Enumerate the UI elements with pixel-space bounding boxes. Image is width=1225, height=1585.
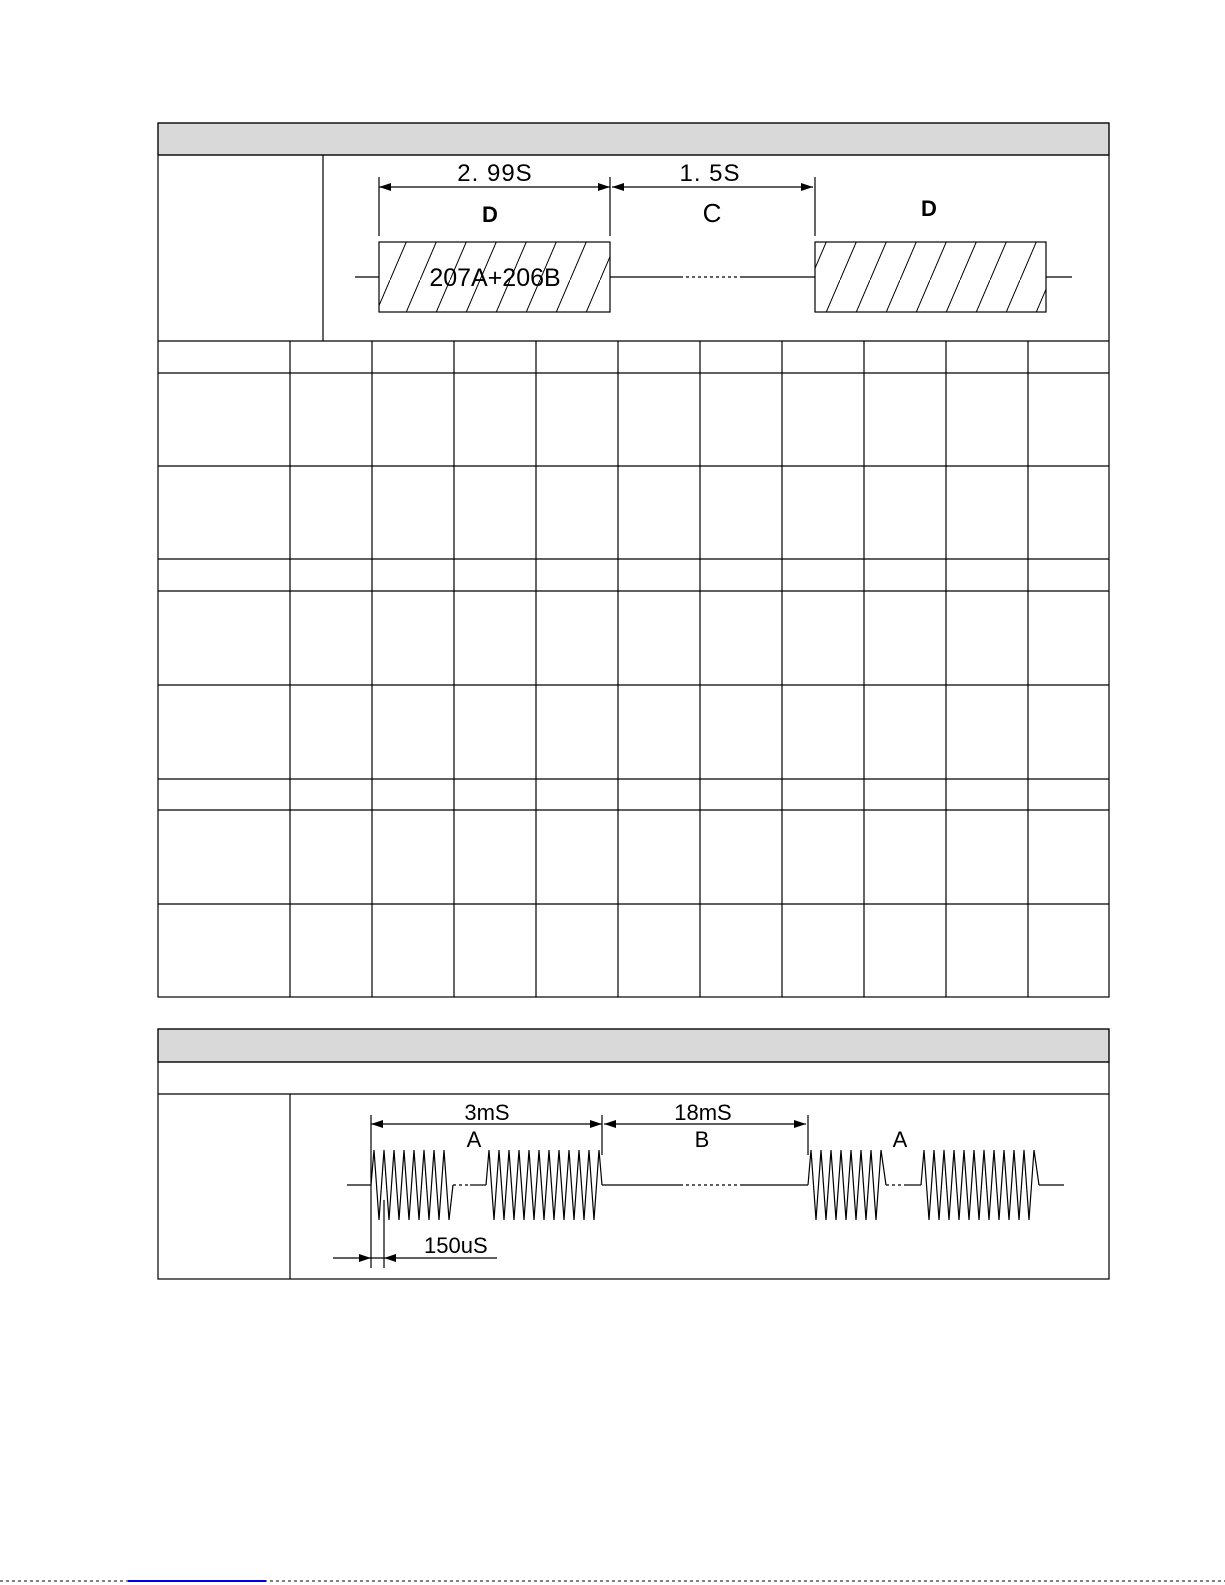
gap-label: B — [694, 1127, 710, 1152]
segment-2-label: C — [702, 198, 722, 228]
carrier-wave-2a — [808, 1150, 886, 1220]
table-2 — [158, 1029, 1109, 1279]
table-2-border — [158, 1029, 1109, 1279]
segment-2-duration: 1. 5S — [679, 160, 741, 187]
segment-1-duration: 2. 99S — [457, 160, 533, 187]
burst-block-2 — [815, 242, 1046, 312]
burst-label-1: A — [466, 1127, 482, 1152]
pulse-period: 150uS — [424, 1233, 488, 1258]
carrier-wave-1b — [486, 1150, 602, 1220]
table-1-header-bar — [158, 123, 1109, 155]
gap-duration: 18mS — [674, 1100, 732, 1125]
segment-3-label: D — [921, 196, 937, 221]
table-2-header-bar — [158, 1029, 1109, 1062]
burst-content-label: 207A+206B — [429, 264, 561, 292]
carrier-wave-1a — [371, 1150, 453, 1220]
burst-duration: 3mS — [464, 1100, 510, 1125]
segment-1-label: D — [482, 202, 498, 227]
burst-label-2: A — [892, 1127, 908, 1152]
carrier-wave-2b — [921, 1150, 1039, 1220]
